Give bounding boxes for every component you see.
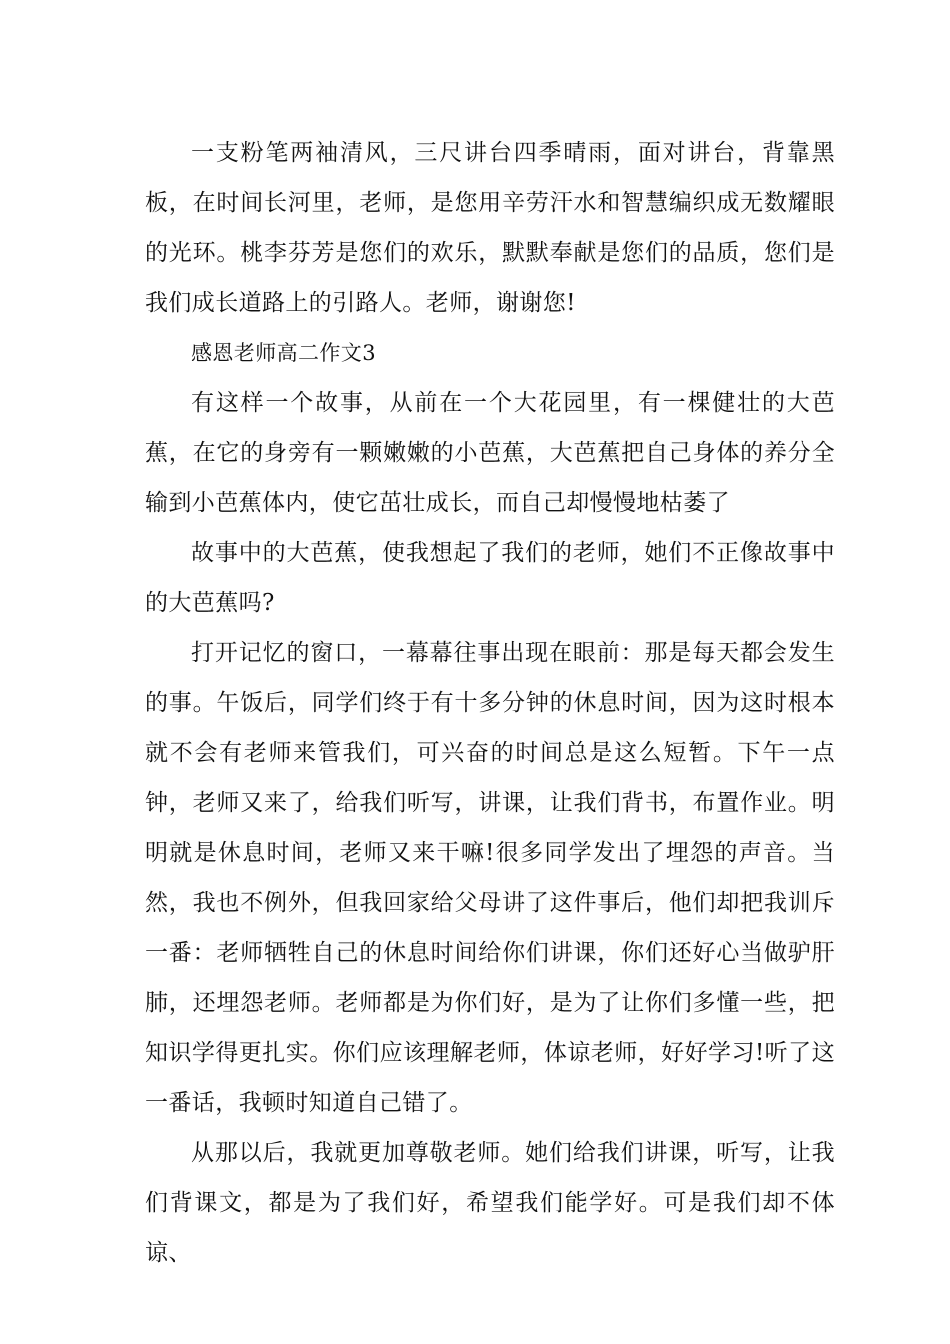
section-heading: 感恩老师高二作文3 (191, 341, 376, 365)
paragraph-4: 打开记忆的窗口，一幕幕往事出现在眼前：那是每天都会发生的事。午饭后，同学们终于有十多分钟的休息时间，因为这时根本就不会有老师来管我们，可兴奋的时间总是这么短暂。下午一点钟，老师又来了，给我们听写，讲课，让我们背书，布置作业。明明就是休息时间，老师又来干嘛!很多同学发出了埋怨的声音。当然，我也不例外，但我回家给父母讲了这件事后，他们却把我训斥一番：老师牺牲自己的休息时间给你们讲课，你们还好心当做驴肝肺，还埋怨老师。老师都是为你们好，是为了让你们多懂一些，把知识学得更扎实。你们应该理解老师，体谅老师，好好学习!听了这一番话，我顿时知道自己错了。 (145, 640, 835, 1116)
paragraph-3: 故事中的大芭蕉，使我想起了我们的老师，她们不正像故事中的大芭蕉吗? (145, 540, 835, 616)
paragraph-5: 从那以后，我就更加尊敬老师。她们给我们讲课，听写，让我们背课文，都是为了我们好，希望我们能学好。可是我们却不体谅、 (145, 1140, 835, 1266)
document-body (145, 128, 835, 1278)
paragraph-1: 一支粉笔两袖清风，三尺讲台四季晴雨，面对讲台，背靠黑板，在时间长河里，老师，是您用辛劳汗水和智慧编织成无数耀眼的光环。桃李芬芳是您们的欢乐，默默奉献是您们的品质，您们是我们成长道路上的引路人。老师，谢谢您! (145, 140, 835, 316)
paragraph-2: 有这样一个故事，从前在一个大花园里，有一棵健壮的大芭蕉，在它的身旁有一颗嫩嫩的小芭蕉，大芭蕉把自己身体的养分全输到小芭蕉体内，使它茁壮成长，而自己却慢慢地枯萎了 (145, 390, 835, 516)
